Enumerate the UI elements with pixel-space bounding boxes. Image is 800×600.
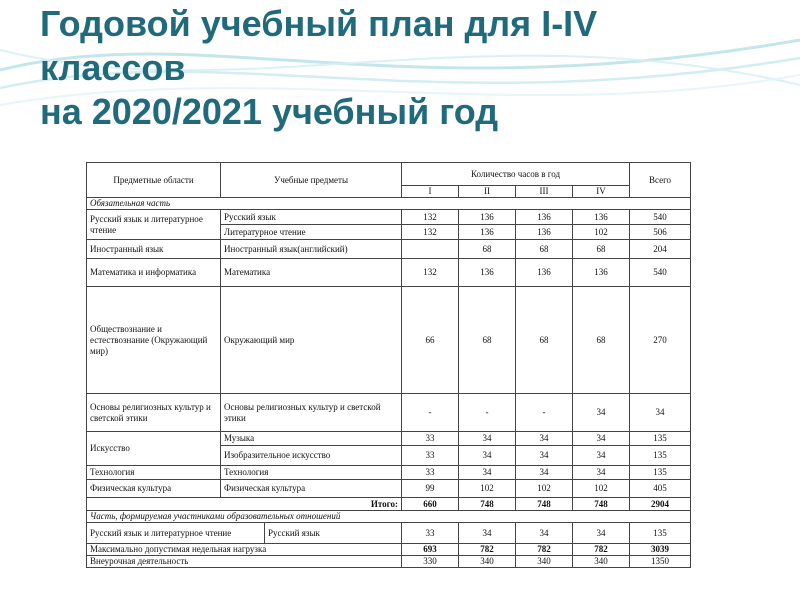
value-cell: 132 — [402, 210, 459, 225]
header-subjects: Учебные предметы — [221, 163, 402, 198]
area-cell: Математика и информатика — [87, 259, 221, 287]
value-cell: 102 — [573, 225, 630, 240]
value-cell: 782 — [573, 544, 630, 556]
value-cell: 270 — [630, 287, 691, 394]
value-cell: 782 — [459, 544, 516, 556]
value-cell: 136 — [516, 259, 573, 287]
header-grade: III — [516, 186, 573, 198]
max-load-row — [87, 544, 691, 556]
value-cell: 136 — [459, 225, 516, 240]
value-cell: 68 — [516, 240, 573, 259]
value-cell: 102 — [516, 480, 573, 498]
value-cell: 34 — [459, 446, 516, 466]
value-cell: 68 — [459, 287, 516, 394]
value-cell: - — [516, 394, 573, 432]
optional-cell — [87, 523, 402, 544]
value-cell: 34 — [459, 432, 516, 446]
value-cell: 68 — [573, 287, 630, 394]
value-cell: 34 — [516, 523, 573, 544]
value-cell: 33 — [402, 446, 459, 466]
value-cell: 340 — [516, 556, 573, 568]
value-cell: 3039 — [630, 544, 691, 556]
subject-cell: Математика — [221, 259, 402, 287]
curriculum-table — [86, 162, 691, 568]
value-cell: 506 — [630, 225, 691, 240]
value-cell: 340 — [573, 556, 630, 568]
value-cell: 102 — [459, 480, 516, 498]
page-title — [40, 2, 780, 134]
value-cell: 34 — [573, 432, 630, 446]
subject-cell: Изобразительное искусство — [221, 446, 402, 466]
total-row — [87, 498, 691, 511]
area-cell: Русский язык и литературное чтение — [87, 210, 221, 240]
area-cell: Технология — [87, 466, 221, 480]
subject-cell: Литературное чтение — [221, 225, 402, 240]
value-cell: 782 — [516, 544, 573, 556]
table-row — [87, 240, 691, 259]
value-cell: 34 — [459, 466, 516, 480]
section-row — [87, 511, 691, 523]
value-cell: 34 — [573, 446, 630, 466]
value-cell: 68 — [573, 240, 630, 259]
value-cell: 66 — [402, 287, 459, 394]
title-line-1: Годовой учебный план для I-IV — [40, 3, 598, 44]
table-row — [87, 523, 691, 544]
table-row — [87, 432, 691, 446]
value-cell: - — [402, 394, 459, 432]
area-cell: Физическая культура — [87, 480, 221, 498]
value-cell: 748 — [516, 498, 573, 511]
value-cell: 660 — [402, 498, 459, 511]
value-cell: 34 — [516, 446, 573, 466]
area-cell: Обществознание и естествознание (Окружающий мир) — [87, 287, 221, 394]
section-optional: Часть, формируемая участниками образовательных отношений — [87, 511, 691, 523]
value-cell: 34 — [630, 394, 691, 432]
value-cell: 136 — [459, 259, 516, 287]
title-line-2: классов — [40, 47, 186, 88]
area-cell: Иностранный язык — [87, 240, 221, 259]
value-cell: 132 — [402, 225, 459, 240]
subject-cell: Музыка — [221, 432, 402, 446]
header-areas: Предметные области — [87, 163, 221, 198]
value-cell: 102 — [573, 480, 630, 498]
section-mandatory: Обязательная часть — [87, 198, 691, 210]
area-cell: Русский язык и литературное чтение — [90, 527, 232, 538]
table-row — [87, 287, 691, 394]
value-cell: 34 — [516, 466, 573, 480]
table-row — [87, 480, 691, 498]
title-line-3: на 2020/2021 учебный год — [40, 91, 499, 132]
value-cell: 68 — [459, 240, 516, 259]
value-cell: 405 — [630, 480, 691, 498]
value-cell: 132 — [402, 259, 459, 287]
subject-cell: Русский язык — [221, 210, 402, 225]
value-cell: 99 — [402, 480, 459, 498]
value-cell: 34 — [573, 394, 630, 432]
value-cell: 135 — [630, 432, 691, 446]
header-total: Всего — [630, 163, 691, 198]
subject-cell: Окружающий мир — [221, 287, 402, 394]
header-grade: II — [459, 186, 516, 198]
subject-cell: Технология — [221, 466, 402, 480]
value-cell: 33 — [402, 432, 459, 446]
value-cell: 330 — [402, 556, 459, 568]
area-cell: Искусство — [87, 432, 221, 466]
table-row — [87, 210, 691, 225]
value-cell: 34 — [459, 523, 516, 544]
value-cell: 204 — [630, 240, 691, 259]
value-cell: 34 — [516, 432, 573, 446]
value-cell: 135 — [630, 523, 691, 544]
header-grade: IV — [573, 186, 630, 198]
value-cell: 540 — [630, 210, 691, 225]
subject-cell: Иностранный язык(английский) — [221, 240, 402, 259]
value-cell: 33 — [402, 523, 459, 544]
value-cell: - — [459, 394, 516, 432]
value-cell: 135 — [630, 446, 691, 466]
table-header-row — [87, 163, 691, 186]
value-cell — [402, 240, 459, 259]
value-cell: 540 — [630, 259, 691, 287]
value-cell: 68 — [516, 287, 573, 394]
value-cell: 136 — [516, 225, 573, 240]
table-row — [87, 259, 691, 287]
value-cell: 34 — [573, 523, 630, 544]
max-load-label: Максимально допустимая недельная нагрузка — [87, 544, 402, 556]
extracurricular-label: Внеурочная деятельность — [87, 556, 402, 568]
value-cell: 136 — [459, 210, 516, 225]
subject-cell: Физическая культура — [221, 480, 402, 498]
header-hours: Количество часов в год — [402, 163, 630, 186]
total-label: Итого: — [87, 498, 402, 511]
value-cell: 135 — [630, 466, 691, 480]
value-cell: 340 — [459, 556, 516, 568]
value-cell: 136 — [573, 210, 630, 225]
extracurricular-row — [87, 556, 691, 568]
subject-cell: Русский язык — [264, 523, 401, 543]
header-grade: I — [402, 186, 459, 198]
section-row — [87, 198, 691, 210]
value-cell: 136 — [573, 259, 630, 287]
value-cell: 136 — [516, 210, 573, 225]
table-row — [87, 394, 691, 432]
value-cell: 693 — [402, 544, 459, 556]
value-cell: 34 — [573, 466, 630, 480]
subject-cell: Основы религиозных культур и светской этики — [221, 394, 402, 432]
table-row — [87, 466, 691, 480]
area-cell: Основы религиозных культур и светской этики — [87, 394, 221, 432]
value-cell: 2904 — [630, 498, 691, 511]
value-cell: 748 — [459, 498, 516, 511]
value-cell: 33 — [402, 466, 459, 480]
value-cell: 748 — [573, 498, 630, 511]
value-cell: 1350 — [630, 556, 691, 568]
